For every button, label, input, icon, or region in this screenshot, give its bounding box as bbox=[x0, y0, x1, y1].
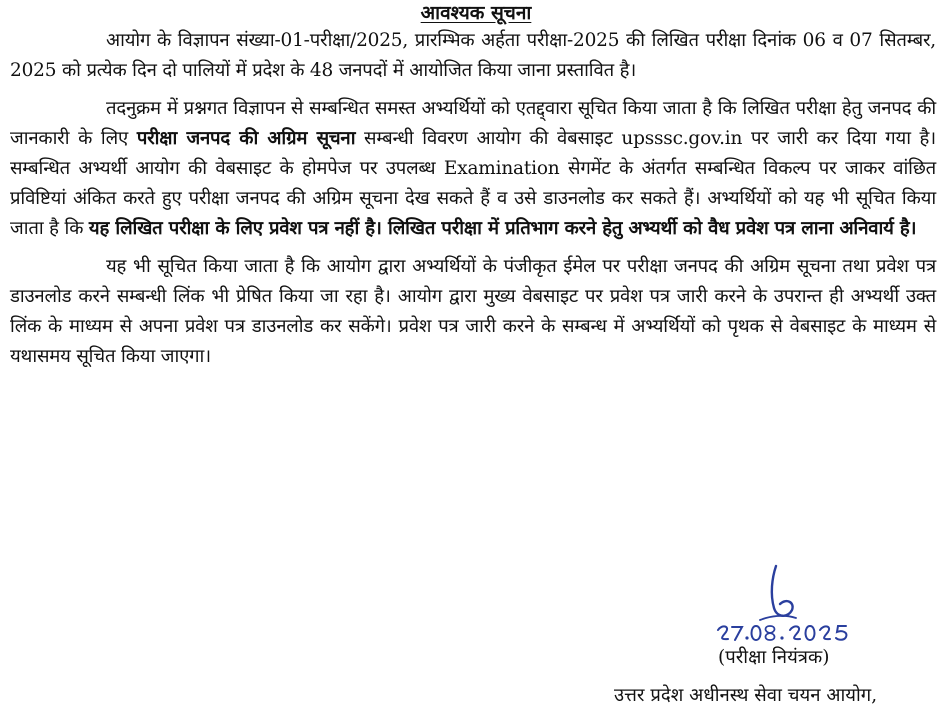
paragraph-district-info bbox=[10, 94, 936, 244]
district-advance-info-emphasis: परीक्षा जनपद की अग्रिम सूचना bbox=[136, 128, 356, 149]
notice-title: आवश्यक सूचना bbox=[420, 2, 532, 24]
date-digit-0 bbox=[752, 626, 761, 640]
date-digit-2a bbox=[718, 626, 728, 639]
date-digit-2b bbox=[790, 626, 800, 639]
signer-designation: (परीक्षा नियंत्रक) bbox=[718, 647, 830, 668]
organization-name: उत्तर प्रदेश अधीनस्थ सेवा चयन आयोग, bbox=[614, 685, 878, 706]
date-digit-7 bbox=[732, 627, 742, 640]
date-dot-1 bbox=[745, 636, 748, 639]
notice-document bbox=[10, 0, 936, 380]
paragraph-email-link: यह भी सूचित किया जाता है कि आयोग द्वारा अभ्यर्थियों के पंजीकृत ईमेल पर परीक्षा जनपद की अग्रिम सूचना तथा प्रवेश पत्र डाउनलोड करने सम्बन्धी लिंक भी प्रेषित किया जा रहा है। आयोग द्वारा मुख्य वेबसाइट पर प्रवेश पत्र जारी करने के उपरान्त ही अभ्यर्थी उक्त लिंक के माध्यम से अपना प्रवेश पत्र डाउनलोड कर सकेंगे। प्रवेश पत्र जारी करने के सम्बन्ध में अभ्यर्थियों को पृथक से वेबसाइट के माध्यम से यथासमय सूचित किया जाएगा। bbox=[10, 256, 936, 367]
signature-stroke bbox=[772, 566, 793, 616]
admit-card-warning-emphasis: यह लिखित परीक्षा के लिए प्रवेश पत्र नहीं है। लिखित परीक्षा में प्रतिभाग करने हेतु अभ्यर्थी को वैध प्रवेश पत्र लाना अनिवार्य है। bbox=[88, 218, 917, 239]
date-digit-5 bbox=[836, 626, 846, 640]
date-dot-2 bbox=[780, 636, 783, 639]
paragraph-exam-schedule: आयोग के विज्ञापन संख्या-01-परीक्षा/2025, प्रारम्भिक अर्हता परीक्षा-2025 की लिखित परीक्षा दिनांक 06 व 07 सितम्बर, 2025 को प्रत्येक दिन दो पालियों में प्रदेश के 48 जनपदों में आयोजित किया जाना प्रस्तावित है। bbox=[10, 30, 936, 81]
date-digit-0b bbox=[806, 626, 815, 640]
signature-tail bbox=[760, 616, 796, 620]
paragraph-district-info-text-2: सम्बन्धी विवरण आयोग की वेबसाइट upsssc.gov.in पर जारी कर दिया गया है। सम्बन्धित अभ्यर्थी आयोग की वेबसाइट के होमपेज पर उपलब्ध Examination सेगमेंट के अंतर्गत सम्बन्धित विकल्प पर जाकर वांछित प्रविष्टियां अंकित करते हुए परीक्षा जनपद की अग्रिम सूचना देख सकते हैं व उसे डाउनलोड कर सकते हैं। अभ्यर्थियों को यह भी सूचित किया जाता है कि bbox=[10, 128, 936, 239]
paragraph-district-info-text-1: तदनुक्रम में प्रश्नगत विज्ञापन से सम्बन्धित समस्त अभ्यर्थियों को एतद्द्वारा सूचित किया जाता है कि लिखित परीक्षा हेतु जनपद की जानकारी के लिए bbox=[10, 98, 936, 149]
date-digit-2c bbox=[820, 626, 830, 639]
date-digit-8 bbox=[766, 626, 775, 640]
handwritten-signature bbox=[700, 560, 870, 660]
